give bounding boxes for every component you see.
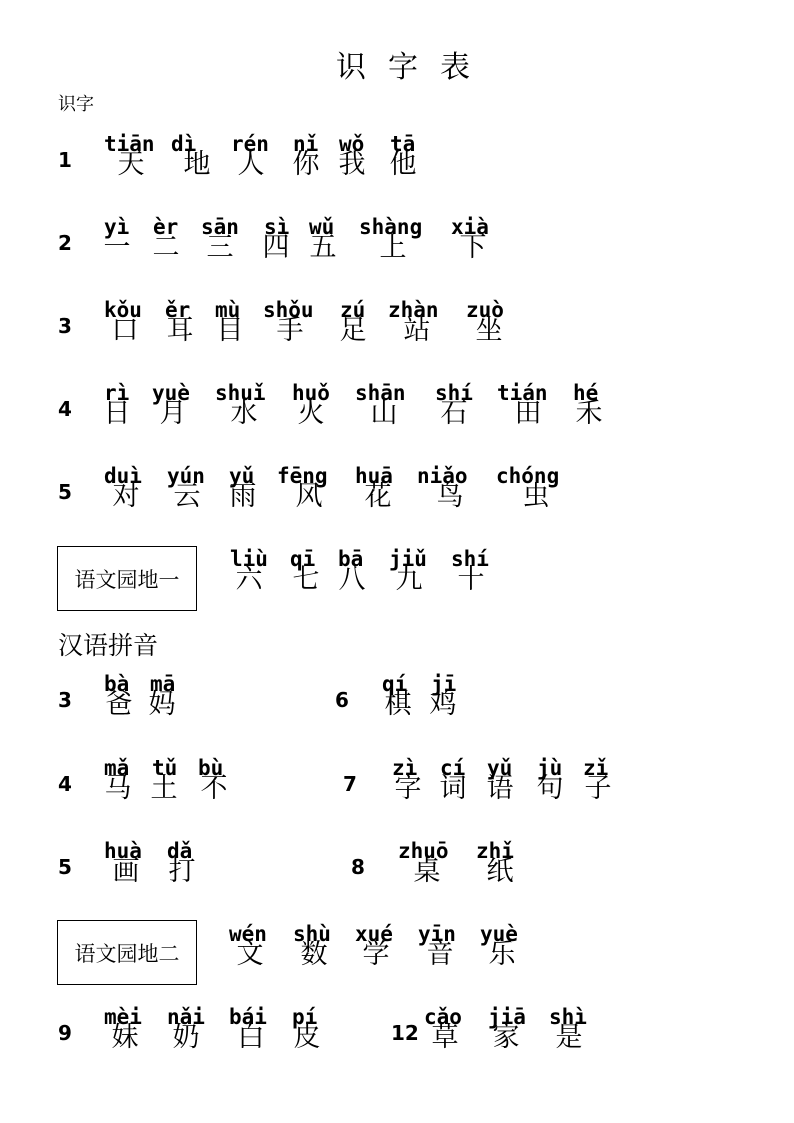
pinyin: dì — [171, 132, 197, 156]
pinyin: qī — [290, 547, 316, 571]
pinyin: yǔ — [487, 756, 513, 780]
hanzi: 画 — [112, 856, 140, 887]
hanzi: 土 — [150, 773, 178, 804]
pinyin: yuè — [480, 922, 518, 946]
pinyin: jù — [537, 756, 563, 780]
pinyin: wǒ — [339, 132, 365, 156]
pinyin: bà — [104, 672, 130, 696]
hanzi: 打 — [168, 856, 196, 887]
hanzi: 是 — [555, 1022, 583, 1053]
hanzi: 火 — [297, 398, 325, 429]
hanzi: 字 — [394, 773, 422, 804]
hanzi: 爸 — [105, 689, 133, 720]
lesson-number: 6 — [335, 688, 349, 712]
hanzi: 妹 — [111, 1022, 139, 1053]
hanzi: 不 — [200, 773, 228, 804]
hanzi: 云 — [173, 481, 201, 512]
hanzi: 田 — [514, 398, 542, 429]
title-char: 字 — [388, 50, 422, 85]
pinyin: liù — [230, 547, 268, 571]
pinyin: fēng — [277, 464, 328, 488]
pinyin: zì — [392, 756, 418, 780]
lesson-number: 4 — [58, 397, 72, 421]
hanzi: 虫 — [522, 481, 550, 512]
hanzi: 妈 — [148, 689, 176, 720]
pinyin: qí — [382, 672, 408, 696]
hanzi: 坐 — [475, 315, 503, 346]
pinyin: pí — [292, 1005, 318, 1029]
pinyin: tā — [390, 132, 416, 156]
section-label-pinyin: 汉语拼音 — [58, 631, 159, 660]
hanzi: 对 — [112, 481, 140, 512]
hanzi: 山 — [370, 398, 398, 429]
lesson-number: 3 — [58, 688, 72, 712]
lesson-number: 5 — [58, 855, 72, 879]
title-char: 识 — [336, 50, 370, 85]
lesson-number: 3 — [58, 314, 72, 338]
hanzi: 子 — [584, 773, 612, 804]
lesson-number: 9 — [58, 1021, 72, 1045]
pinyin: èr — [153, 215, 179, 239]
hanzi: 句 — [536, 773, 564, 804]
pinyin: zhàn — [388, 298, 439, 322]
pinyin: kǒu — [104, 298, 142, 322]
hanzi: 一 — [103, 232, 131, 263]
pinyin: tǔ — [152, 756, 178, 780]
title-char: 表 — [440, 50, 474, 85]
section-label-shizi: 识字 — [58, 94, 94, 115]
pinyin: jī — [431, 672, 457, 696]
hanzi: 九 — [395, 564, 423, 595]
hanzi: 目 — [216, 315, 244, 346]
pinyin: tiān — [104, 132, 155, 156]
pinyin: duì — [104, 464, 142, 488]
pinyin: yǔ — [229, 464, 255, 488]
hanzi: 日 — [103, 398, 131, 429]
lesson-number: 8 — [351, 855, 365, 879]
hanzi: 我 — [338, 149, 366, 180]
pinyin: zhǐ — [476, 839, 514, 863]
hanzi: 下 — [459, 232, 487, 263]
pinyin: shàng — [359, 215, 423, 239]
hanzi: 棋 — [384, 689, 412, 720]
hanzi: 八 — [338, 564, 366, 595]
lesson-number: 1 — [58, 148, 72, 172]
pinyin: shí — [435, 381, 473, 405]
hanzi: 七 — [292, 564, 320, 595]
hanzi: 雨 — [229, 481, 257, 512]
pinyin: zhuō — [398, 839, 449, 863]
hanzi: 口 — [111, 315, 139, 346]
pinyin: mā — [150, 672, 176, 696]
hanzi: 学 — [362, 939, 390, 970]
hanzi: 马 — [104, 773, 132, 804]
hanzi: 四 — [262, 232, 290, 263]
pinyin: shù — [293, 922, 331, 946]
pinyin: cǎo — [424, 1005, 462, 1029]
pinyin: zuò — [466, 298, 504, 322]
hanzi: 石 — [440, 398, 468, 429]
hanzi: 站 — [403, 315, 431, 346]
pinyin: dǎ — [167, 839, 193, 863]
hanzi: 手 — [276, 315, 304, 346]
pinyin: nǎi — [167, 1005, 205, 1029]
pinyin: yì — [104, 215, 130, 239]
hanzi: 地 — [183, 149, 211, 180]
lesson-number: 5 — [58, 480, 72, 504]
pinyin: bù — [198, 756, 224, 780]
hanzi: 皮 — [293, 1022, 321, 1053]
pinyin: huā — [355, 464, 393, 488]
hanzi: 五 — [309, 232, 337, 263]
pinyin: shuǐ — [215, 381, 266, 405]
hanzi: 音 — [426, 939, 454, 970]
pinyin: xué — [355, 922, 393, 946]
hanzi: 二 — [152, 232, 180, 263]
hanzi: 十 — [457, 564, 485, 595]
hanzi: 语 — [486, 773, 514, 804]
pinyin: wǔ — [309, 215, 335, 239]
pinyin: rén — [231, 132, 269, 156]
pinyin: cí — [440, 756, 466, 780]
hanzi: 月 — [159, 398, 187, 429]
hanzi: 词 — [439, 773, 467, 804]
pinyin: shǒu — [263, 298, 314, 322]
hanzi: 耳 — [166, 315, 194, 346]
pinyin: jiǔ — [389, 547, 427, 571]
lesson-number: 4 — [58, 772, 72, 796]
page-title — [336, 42, 492, 86]
hanzi: 禾 — [575, 398, 603, 429]
hanzi: 三 — [206, 232, 234, 263]
hanzi: 他 — [389, 149, 417, 180]
pinyin: yīn — [418, 922, 456, 946]
pinyin: ěr — [165, 298, 191, 322]
hanzi: 六 — [235, 564, 263, 595]
pinyin: shān — [355, 381, 406, 405]
pinyin: jiā — [488, 1005, 526, 1029]
pinyin: tián — [497, 381, 548, 405]
pinyin: shì — [549, 1005, 587, 1029]
pinyin: mèi — [104, 1005, 142, 1029]
hanzi: 风 — [295, 481, 323, 512]
pinyin: huà — [104, 839, 142, 863]
hanzi: 上 — [379, 232, 407, 263]
pinyin: xià — [451, 215, 489, 239]
hanzi: 花 — [364, 481, 392, 512]
hanzi: 鸟 — [436, 481, 464, 512]
pinyin: niǎo — [417, 464, 468, 488]
hanzi: 奶 — [172, 1022, 200, 1053]
hanzi: 文 — [236, 939, 264, 970]
pinyin: sì — [264, 215, 290, 239]
pinyin: yuè — [152, 381, 190, 405]
hanzi: 人 — [237, 149, 265, 180]
garden-one-label: 语文园地一 — [57, 546, 197, 611]
hanzi: 数 — [300, 939, 328, 970]
pinyin: yún — [167, 464, 205, 488]
pinyin: rì — [104, 381, 130, 405]
lesson-number: 2 — [58, 231, 72, 255]
pinyin: chóng — [496, 464, 560, 488]
pinyin: nǐ — [293, 132, 319, 156]
hanzi: 乐 — [488, 939, 516, 970]
hanzi: 桌 — [413, 856, 441, 887]
pinyin: hé — [573, 381, 599, 405]
lesson-number: 7 — [343, 772, 357, 796]
pinyin: wén — [229, 922, 267, 946]
lesson-number: 12 — [391, 1021, 419, 1045]
hanzi: 鸡 — [429, 689, 457, 720]
hanzi: 白 — [237, 1022, 265, 1053]
pinyin: mǎ — [104, 756, 130, 780]
garden-two-label: 语文园地二 — [57, 920, 197, 985]
pinyin: shí — [451, 547, 489, 571]
pinyin: bā — [338, 547, 364, 571]
pinyin: sān — [201, 215, 239, 239]
pinyin: zǐ — [583, 756, 609, 780]
hanzi: 水 — [230, 398, 258, 429]
hanzi: 天 — [117, 149, 145, 180]
hanzi: 家 — [492, 1022, 520, 1053]
hanzi: 你 — [292, 149, 320, 180]
pinyin: mù — [215, 298, 241, 322]
hanzi: 草 — [431, 1022, 459, 1053]
hanzi: 纸 — [486, 856, 514, 887]
pinyin: bái — [229, 1005, 267, 1029]
pinyin: huǒ — [292, 381, 330, 405]
pinyin: zú — [340, 298, 366, 322]
hanzi: 足 — [339, 315, 367, 346]
